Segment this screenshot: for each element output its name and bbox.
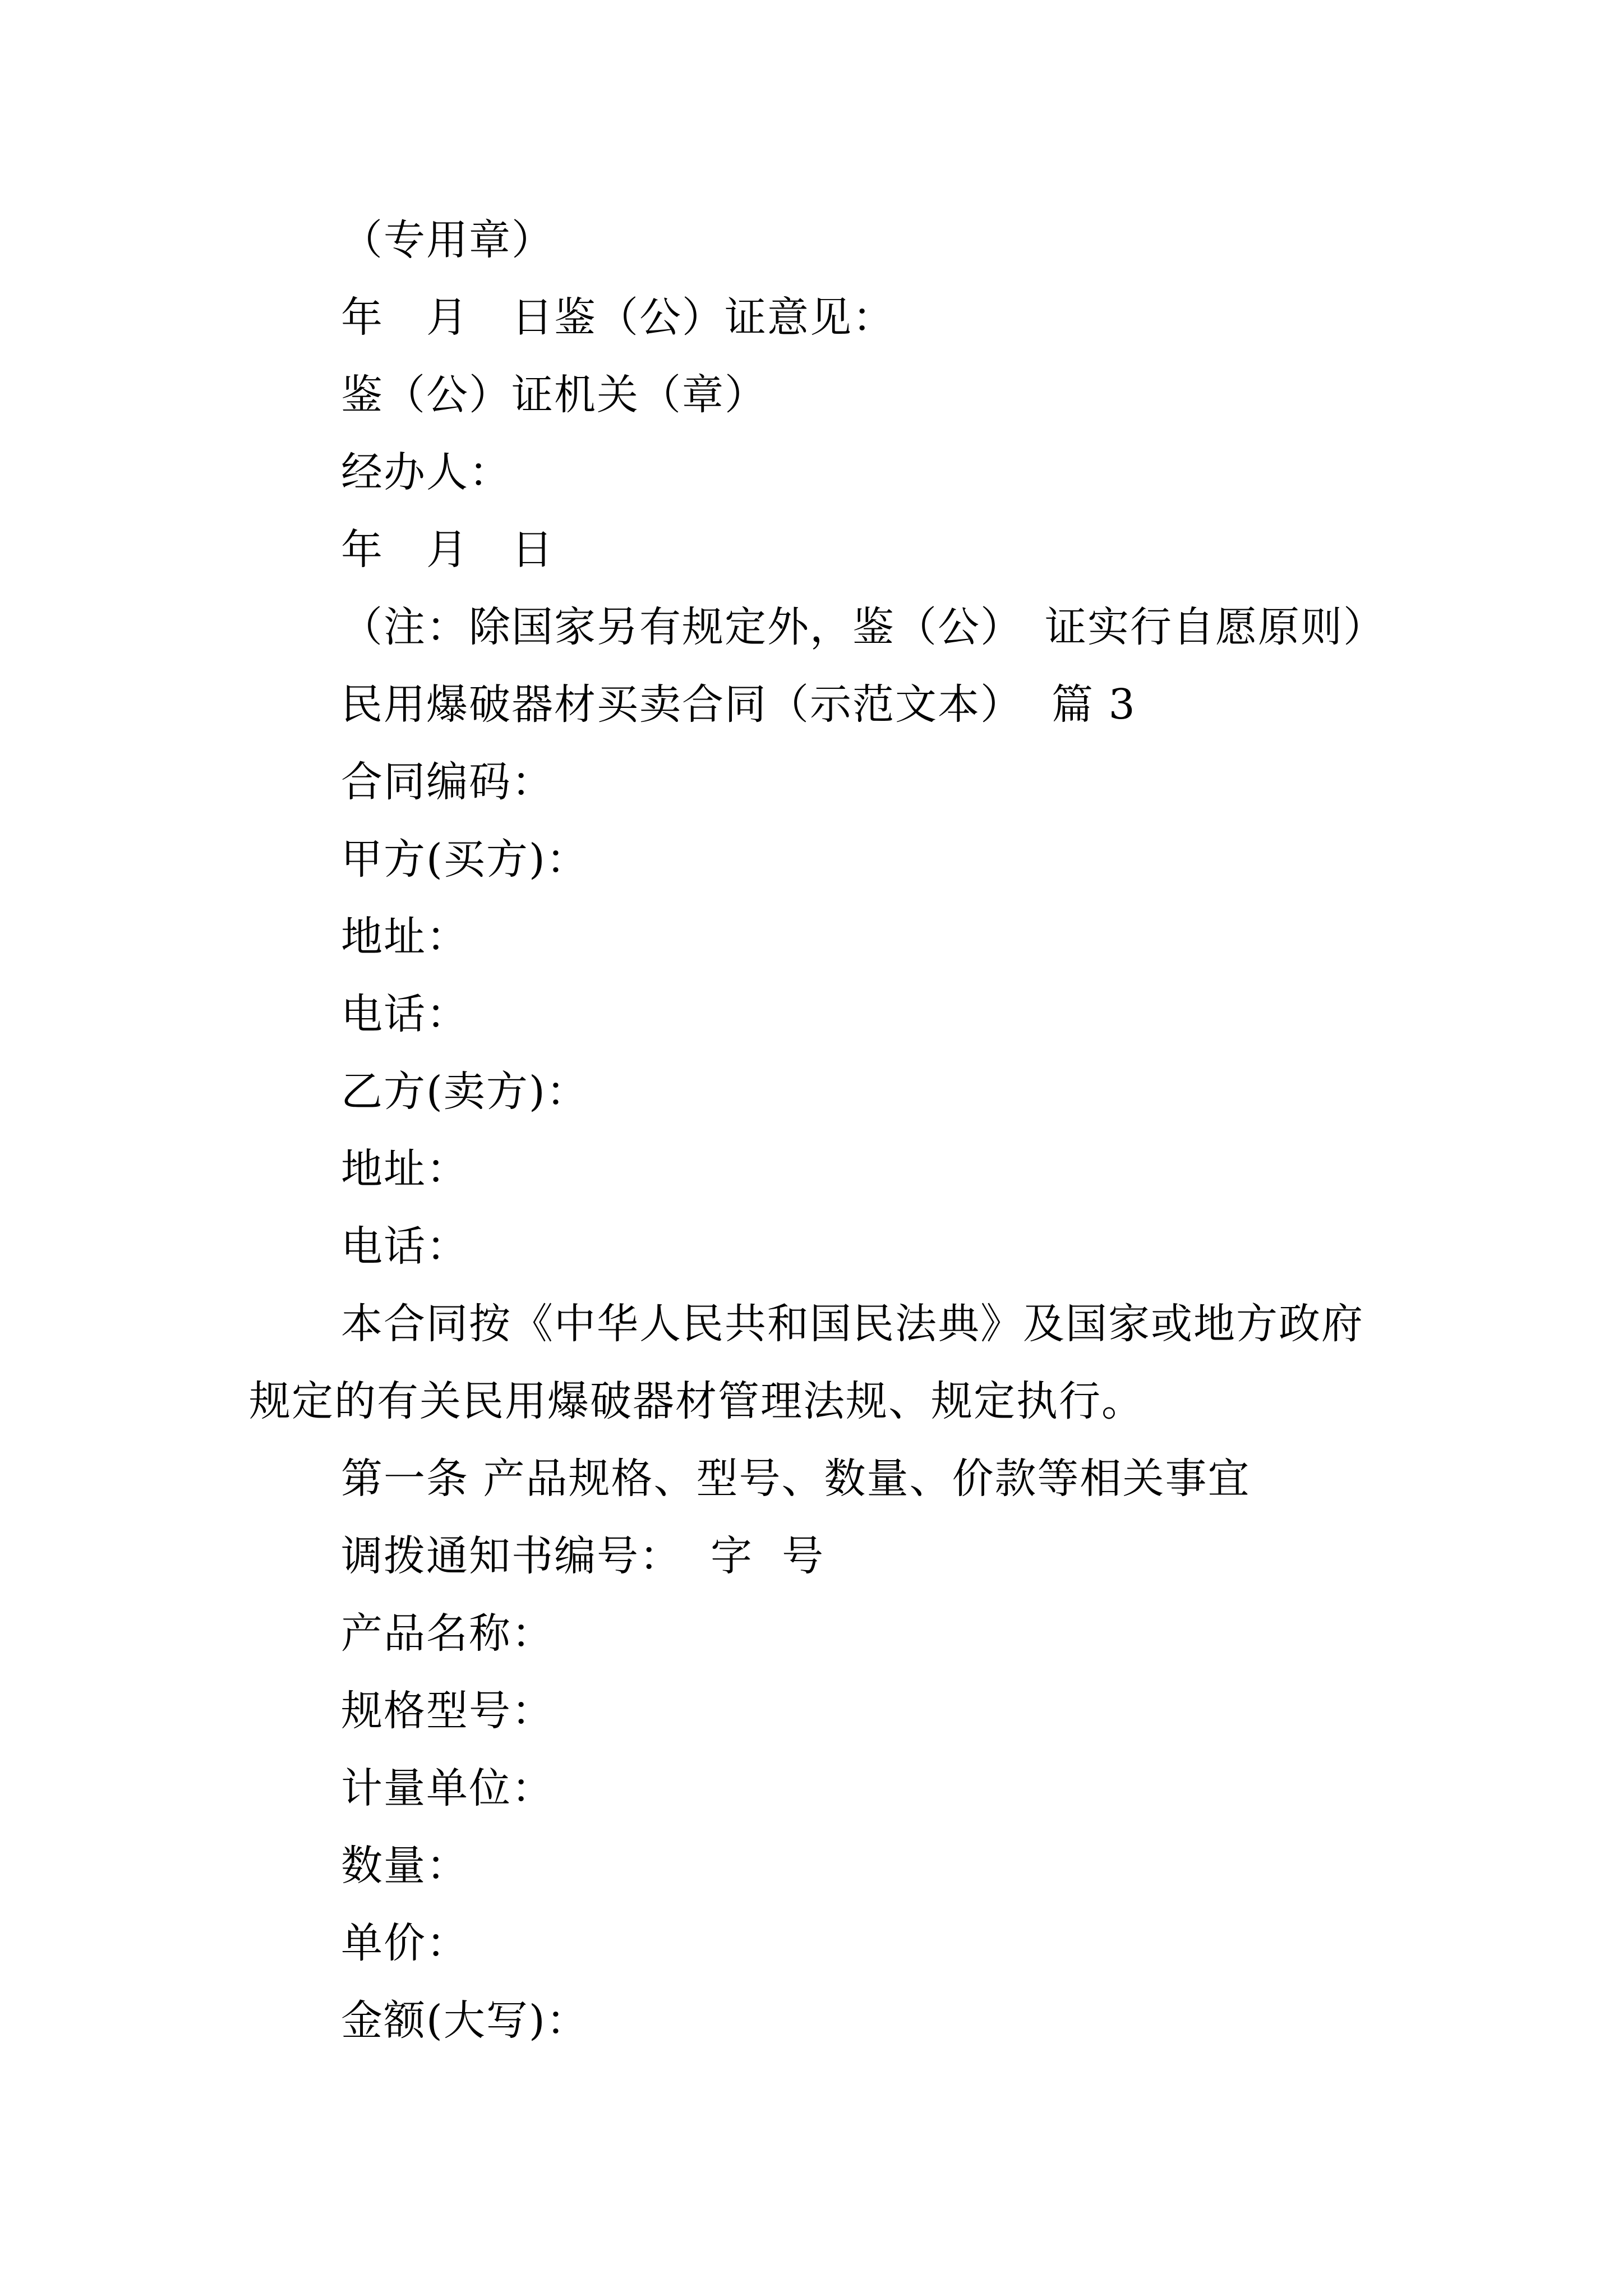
contract-basis-paragraph-continued: 规定的有关民用爆破器材管理法规、规定执行。 [249,1377,1144,1425]
specification-model-line: 规格型号： [341,1687,554,1735]
notary-office-seal-line: 鉴（公）证机关（章） [341,371,767,419]
party-a-address-line: 地址： [341,913,469,961]
party-b-line: 乙方(卖方)： [341,1068,589,1116]
quantity-line: 数量： [341,1842,469,1890]
contract-number-line: 合同编码： [341,758,554,806]
amount-in-words-line: 金额(大写)： [341,1996,589,2045]
party-a-line: 甲方(买方)： [341,835,589,884]
handler-line: 经办人： [341,448,511,496]
contract-section-title: 民用爆破器材买卖合同（示范文本） 篇 3 [341,680,1136,729]
product-name-line: 产品名称： [341,1609,554,1658]
party-a-phone-line: 电话： [341,990,469,1038]
allocation-notice-number-line: 调拨通知书编号： 字 号 [341,1532,825,1580]
unit-price-line: 单价： [341,1919,469,1967]
measurement-unit-line: 计量单位： [341,1764,554,1812]
special-seal-line: （专用章） [341,216,554,264]
notary-opinion-date-line: 年 月 日鉴（公）证意见： [341,293,895,342]
voluntary-notarization-note: （注：除国家另有规定外，鉴（公） 证实行自愿原则） [341,603,1386,651]
contract-basis-paragraph: 本合同按《中华人民共和国民法典》及国家或地方政府 [341,1300,1364,1348]
party-b-address-line: 地址： [341,1145,469,1193]
date-line: 年 月 日 [341,526,554,574]
party-b-phone-line: 电话： [341,1222,469,1271]
article-one-heading: 第一条 产品规格、型号、数量、价款等相关事宜 [341,1455,1251,1503]
